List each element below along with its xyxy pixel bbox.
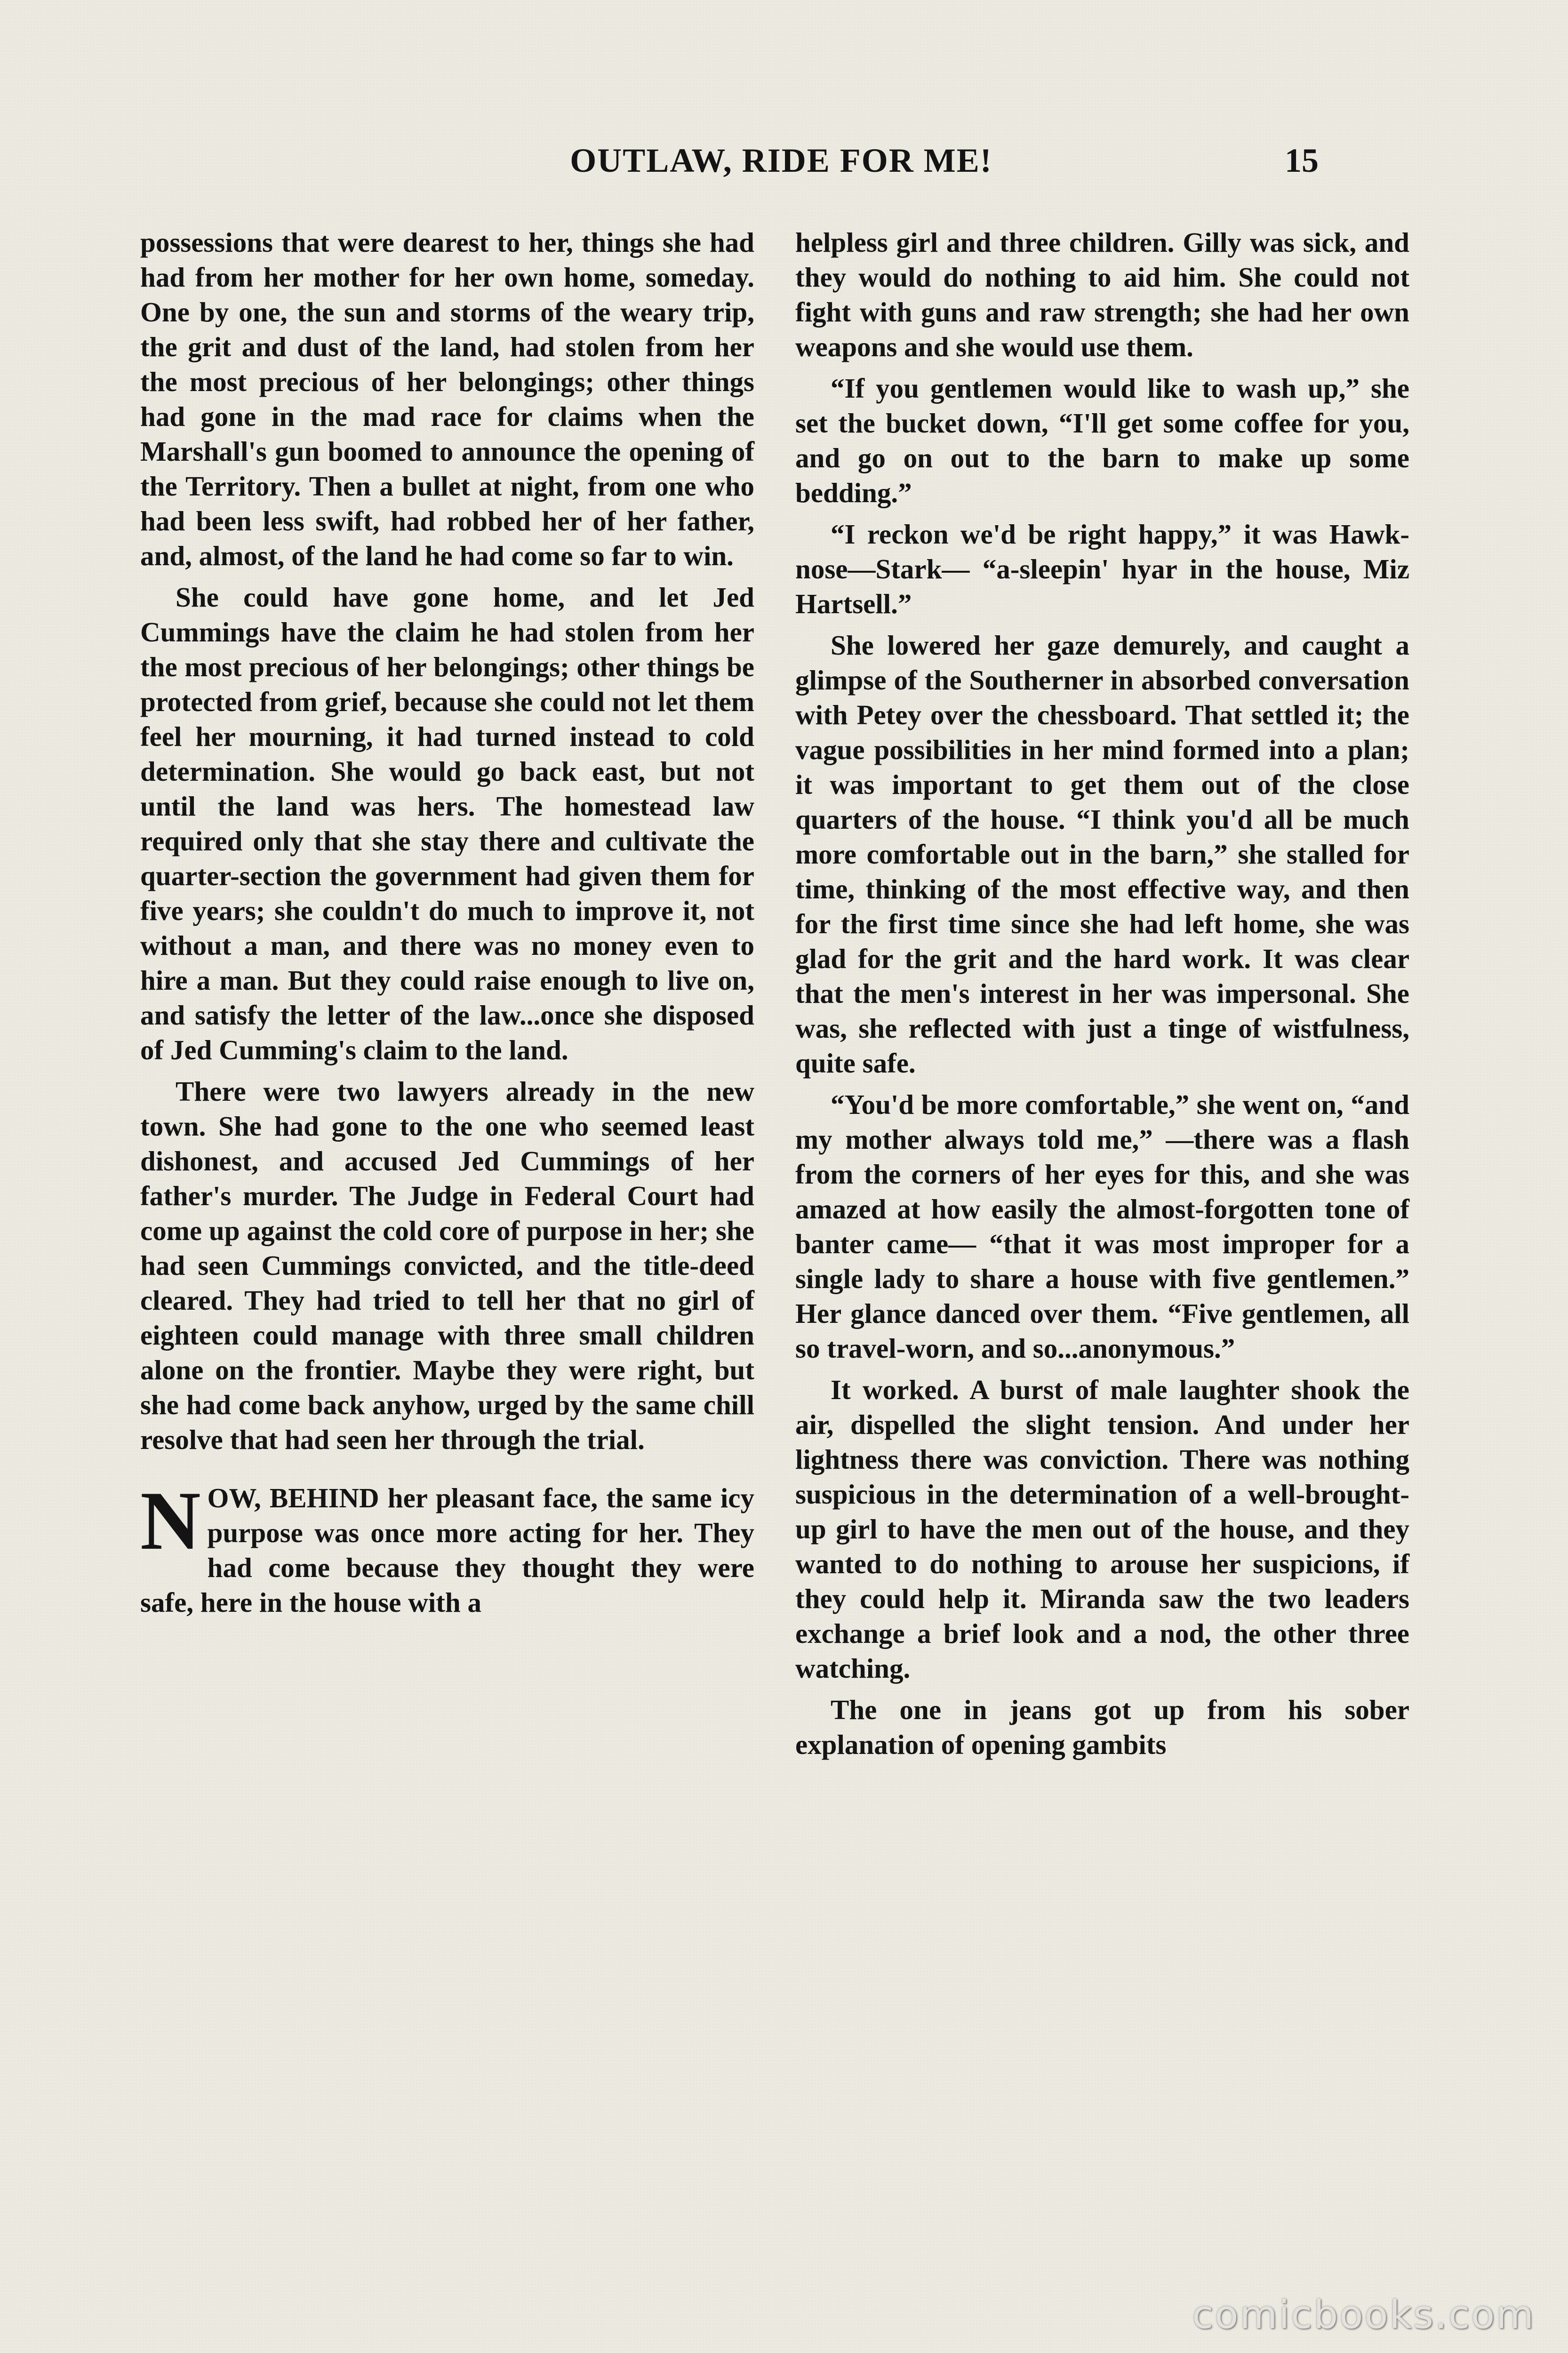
left-column <box>140 225 754 1626</box>
paragraph: “You'd be more comfortable,” she went on, “and my mother always told me,” —there was a flash from the corners of her eyes for this, and she was amazed at how easily the almost-forgotten tone of banter came— “that it was most improper for a single lady to share a house with five gentlemen.” Her glance danced over them. “Five gentlemen, all so travel-worn, and so...anonymous.” <box>795 1089 1409 1364</box>
running-title: OUTLAW, RIDE FOR ME! <box>570 142 992 179</box>
paragraph-text: OW, BEHIND her pleasant face, the same icy purpose was once more acting for her. They had come because they thought they were safe, here in the house with a <box>140 1482 754 1618</box>
paragraph: possessions that were dearest to her, things she had had from her mother for her own home, someday. One by one, the sun and storms of the weary trip, the grit and dust of the land, had stolen from her the most precious of her belongings; other things had gone in the mad race for claims when the Marshall's gun boomed to announce the opening of the Territory. Then a bullet at night, from one who had been less swift, had robbed her of her father, and, almost, of the land he had come so far to win. <box>140 227 754 571</box>
drop-cap: N <box>140 1474 201 1567</box>
paragraph: “If you gentlemen would like to wash up,” she set the bucket down, “I'll get some coffee for you, and go on out to the barn to make up some bedding.” <box>795 373 1409 508</box>
page-number: 15 <box>1285 142 1319 179</box>
paragraph-with-drop-cap <box>140 1474 754 1620</box>
right-column <box>795 225 1409 1769</box>
paragraph: The one in jeans got up from his sober explanation of opening gambits <box>795 1694 1409 1760</box>
paragraph: There were two lawyers already in the new town. She had gone to the one who seemed least dishonest, and accused Jed Cummings of her father's murder. The Judge in Federal Court had come up against the cold core of purpose in her; she had seen Cummings convicted, and the title-deed cleared. They had tried to tell her that no girl of eighteen could manage with three small children alone on the frontier. Maybe they were right, but she had come back anyhow, urged by the same chill resolve that had seen her through the trial. <box>140 1076 754 1455</box>
paragraph: She lowered her gaze demurely, and caught a glimpse of the Southerner in absorbed conversation with Petey over the chessboard. That settled it; the vague possibilities in her mind formed into a plan; it was important to get them out of the close quarters of the house. “I think you'd all be much more comfortable out in the barn,” she stalled for time, thinking of the most effective way, and then for the first time since she had left home, she was glad for the grit and the hard work. It was clear that the men's interest in her was impersonal. She was, she reflected with just a tinge of wistfulness, quite safe. <box>795 630 1409 1079</box>
page-header <box>0 141 1568 188</box>
paragraph: It worked. A burst of male laughter shook the air, dispelled the slight tension. And under her lightness there was conviction. There was nothing suspicious in the determination of a well-brought-up girl to have the men out of the house, and they wanted to do nothing to arouse her suspicions, if they could help it. Miranda saw the two leaders exchange a brief look and a nod, the other three watching. <box>795 1374 1409 1684</box>
watermark: comicbooks.com <box>1192 2293 1535 2337</box>
paragraph: “I reckon we'd be right happy,” it was Hawk-nose—Stark— “a-sleepin' hyar in the house, Miz Hartsell.” <box>795 519 1409 619</box>
paragraph: She could have gone home, and let Jed Cummings have the claim he had stolen from her the most precious of her belongings; other things be protected from grief, because she could not let them feel her mourning, it had turned instead to cold determination. She would go back east, but not until the land was hers. The homestead law required only that she stay there and cultivate the quarter-section the government had given them for five years; she couldn't do much to improve it, not without a man, and there was no money even to hire a man. But they could raise enough to live on, and satisfy the letter of the law...once she disposed of Jed Cumming's claim to the land. <box>140 582 754 1065</box>
paragraph: helpless girl and three children. Gilly was sick, and they would do nothing to aid him. She could not fight with guns and raw strength; she had her own weapons and she would use them. <box>795 227 1409 362</box>
